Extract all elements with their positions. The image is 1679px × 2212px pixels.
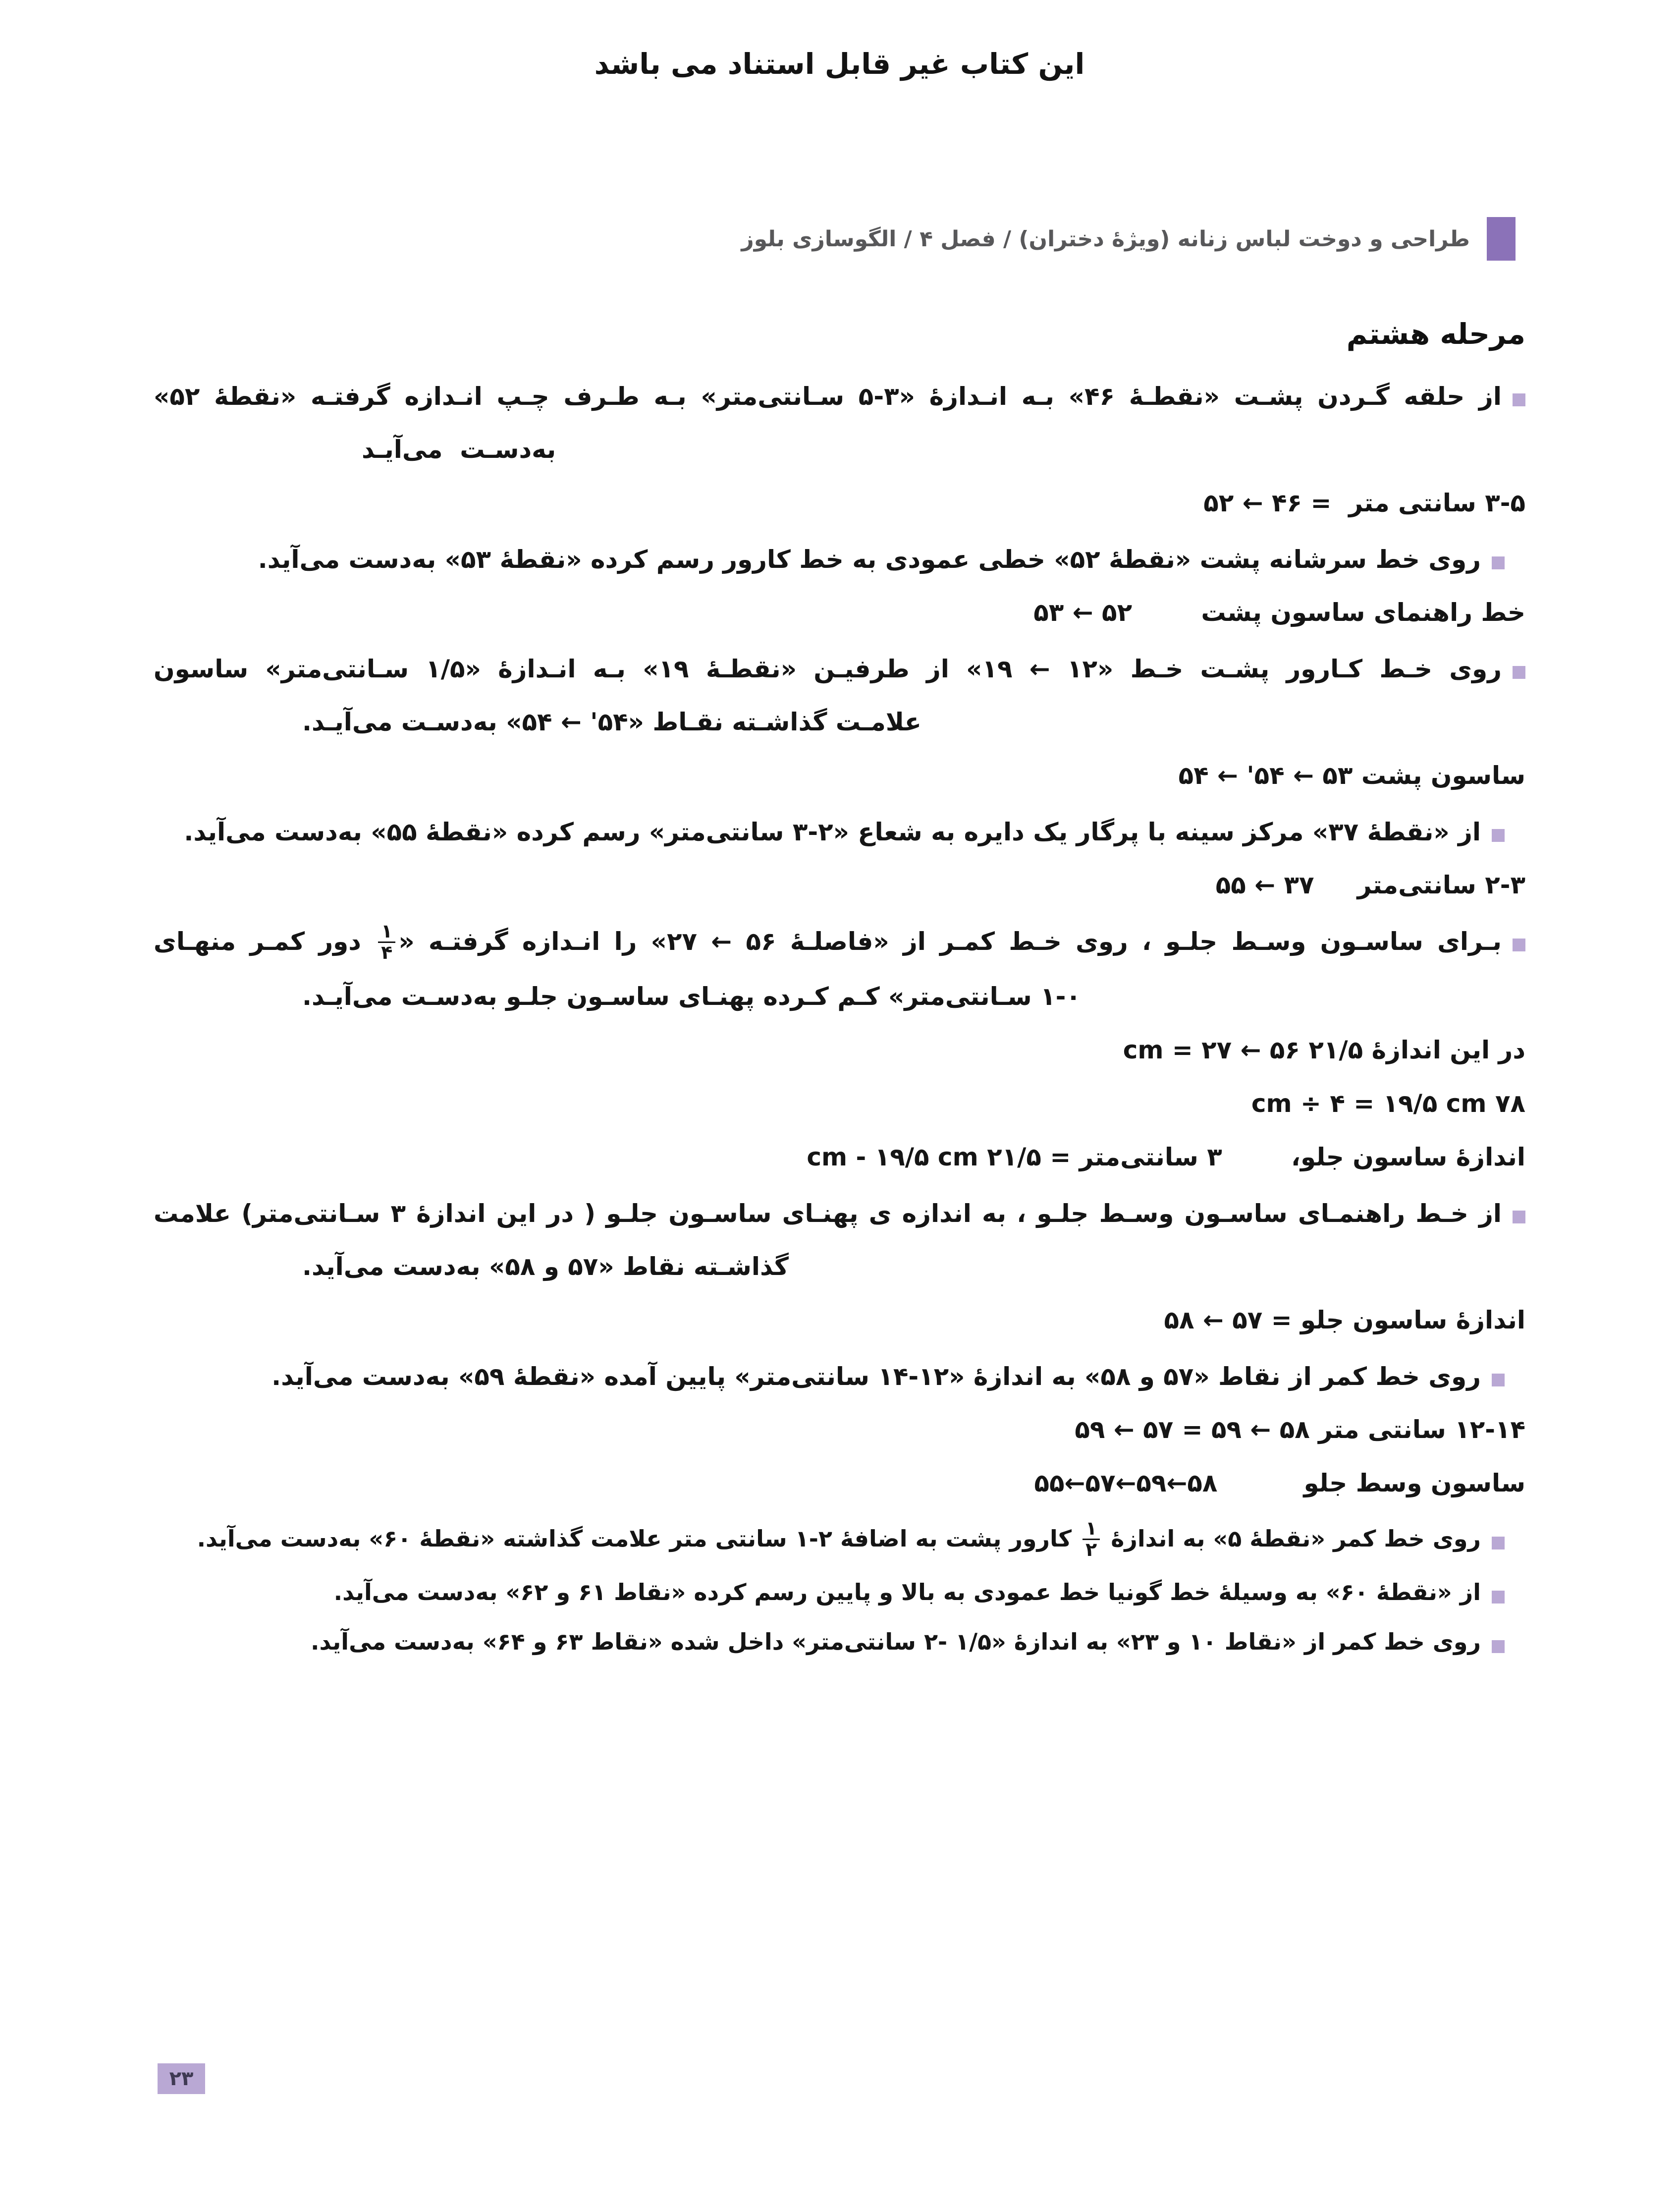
breadcrumb-marker-icon xyxy=(1487,217,1516,261)
list-item-text-continued: گذاشـته نقاط «۵۷ و ۵۸» به‌دست می‌آید. xyxy=(302,1252,789,1281)
formula-line: اندازهٔ ساسون جلو = ۵۷ ← ۵۸ xyxy=(1164,1305,1525,1334)
fraction-denominator: ۴ xyxy=(378,941,395,963)
page-content xyxy=(154,317,1525,1673)
bullet-square-icon xyxy=(1492,556,1505,569)
formula-line: خط راهنمای ساسون پشت ۵۲ ← ۵۳ xyxy=(1033,598,1525,627)
formula-line: اندازهٔ ساسون جلو، ۳ سانتی‌متر = ۲۱/۵ cm - ۱۹/۵ cm xyxy=(807,1142,1525,1171)
list-item-text-continued: ۱-۰ سـانتی‌متر» کـم کـرده پهنـای ساسـون جلـو به‌دسـت می‌آیـد. xyxy=(302,982,1081,1011)
list-item-text: روی خـط کـارور پشـت خـط «۱۲ ← ۱۹» از طرفیـن «نقطـهٔ ۱۹» بـه انـدازهٔ «۱/۵ سـانتی‌متر» ساسون xyxy=(154,655,1502,683)
bullet-square-icon xyxy=(1492,829,1505,842)
bullet-square-icon xyxy=(1513,1211,1525,1223)
list-item-text-part-b: کارور پشت به اضافهٔ ۲-۱ سانتی متر علامت گذاشته «نقطهٔ ۶۰» به‌دست می‌آید. xyxy=(197,1525,1080,1552)
list-item xyxy=(154,1623,1525,1660)
list-item-text-continued: علامـت گذاشـته نقـاط «۵۴' ← ۵۴» به‌دسـت می‌آیـد. xyxy=(302,708,921,736)
bullet-square-icon xyxy=(1492,1591,1505,1604)
list-item-text: از «نقطهٔ ۶۰» به وسیلهٔ خط گونیا خط عمودی به بالا و پایین رسم کرده «نقاط ۶۱ و ۶۲» به‌دست می‌آید. xyxy=(333,1578,1481,1605)
fraction-one-quarter xyxy=(378,922,395,963)
list-item-text: روی خط کمر از نقاط «۵۷ و ۵۸» به اندازهٔ «۱۲-۱۴ سانتی‌متر» پایین آمده «نقطهٔ ۵۹» به‌دست می‌آید. xyxy=(271,1362,1481,1391)
formula-line: ۲-۳ سانتی‌متر ۳۷ ← ۵۵ xyxy=(1215,871,1525,899)
bullet-square-icon xyxy=(1492,1374,1505,1386)
fraction-numerator: ۱ xyxy=(381,920,393,942)
formula-line: ۱۲-۱۴ سانتی متر ۵۸ ← ۵۹ = ۵۷ ← ۵۹ xyxy=(1075,1415,1525,1444)
list-item xyxy=(154,1574,1525,1611)
page-header-notice: این کتاب غیر قابل استناد می باشد xyxy=(594,47,1085,81)
list-item xyxy=(154,377,1525,417)
list-item-text: از خـط راهنمـای ساسـون وسـط جلـو ، به اندازه ی پهنـای ساسـون جلـو ( در این اندازهٔ ۳ سـانتی‌متر) علامت xyxy=(154,1199,1502,1228)
list-item xyxy=(154,1517,1525,1561)
fraction-one-half xyxy=(1083,1519,1100,1560)
list-item-text-continued: به‌دسـت می‌آیـد xyxy=(362,435,556,464)
list-item xyxy=(154,922,1525,964)
list-item xyxy=(154,649,1525,689)
breadcrumb-label: طراحی و دوخت لباس زنانه (ویژهٔ دختران) / فصل ۴ / الگوسازی بلوز xyxy=(741,226,1470,252)
formula-line: ساسون پشت ۵۳ ← ۵۴' ← ۵۴ xyxy=(1178,761,1525,790)
formula-line: ۷۸ cm ÷ ۴ = ۱۹/۵ cm xyxy=(1251,1089,1525,1118)
page-title: مرحله هشتم xyxy=(1346,317,1525,351)
list-item-text: روی خط سرشانه پشت «نقطهٔ ۵۲» خطی عمودی به خط کارور رسم کرده «نقطهٔ ۵۳» به‌دست می‌آید. xyxy=(258,545,1481,574)
list-item-text: روی خط کمر از «نقاط ۱۰ و ۲۳» به اندازهٔ «۱/۵ -۲ سانتی‌متر» داخل شده «نقاط ۶۳ و ۶۴» به‌دست می‌آید. xyxy=(310,1628,1481,1656)
list-item-text-part-a: روی خط کمر «نقطهٔ ۵» به اندازهٔ xyxy=(1103,1525,1481,1552)
list-item xyxy=(154,540,1525,580)
bullet-square-icon xyxy=(1492,1537,1505,1549)
list-item xyxy=(154,1357,1525,1397)
list-item xyxy=(154,812,1525,852)
list-item-text: از حلقه گـردن پشـت «نقطـهٔ ۴۶» بـه انـدازهٔ «۳-۵ سـانتی‌متر» بـه طـرف چـپ انـدازه گرفتـه «نقطهٔ ۵۲» xyxy=(154,382,1502,411)
list-item-text xyxy=(154,1517,1481,1561)
breadcrumb xyxy=(0,217,1679,261)
bullet-square-icon xyxy=(1513,666,1525,679)
formula-line: در این اندازهٔ ۲۱/۵ cm = ۲۷ ← ۵۶ xyxy=(1123,1035,1525,1064)
bullet-square-icon xyxy=(1492,1640,1505,1653)
bullet-square-icon xyxy=(1513,393,1525,406)
list-item-text-part-a: بـرای ساسـون وسـط جلـو ، روی خـط کمـر از «فاصلـهٔ ۵۶ ← ۲۷» را انـدازه گرفتـه « xyxy=(398,927,1502,956)
formula-line: ۳-۵ سانتی متر = ۴۶ ← ۵۲ xyxy=(1203,489,1525,517)
formula-line: ساسون وسط جلو ۵۸←۵۹←۵۷←۵۵ xyxy=(1034,1468,1525,1497)
fraction-numerator: ۱ xyxy=(1085,1517,1097,1539)
list-item-text xyxy=(154,922,1502,964)
list-item-text-part-b: دور کمـر منهـای xyxy=(154,927,376,956)
fraction-denominator: ۲ xyxy=(1083,1539,1100,1560)
list-item xyxy=(154,1194,1525,1234)
list-item-text: از «نقطهٔ ۳۷» مرکز سینه با پرگار یک دایره به شعاع «۲-۳ سانتی‌متر» رسم کرده «نقطهٔ ۵۵» به‌دست می‌آید. xyxy=(184,818,1481,846)
bullet-square-icon xyxy=(1513,939,1525,951)
page-number-badge: ۲۳ xyxy=(158,2063,205,2094)
